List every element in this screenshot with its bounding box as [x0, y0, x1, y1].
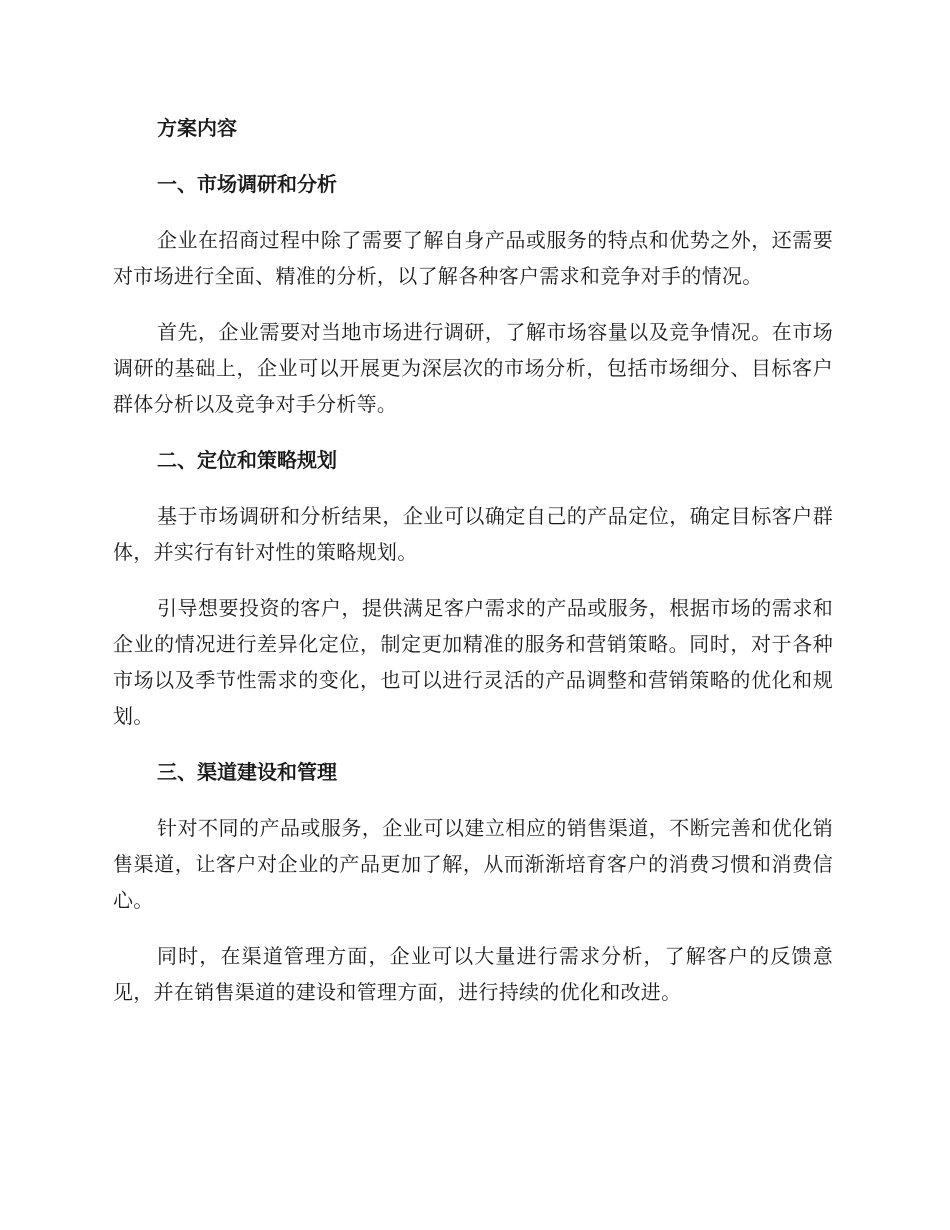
paragraph: 企业在招商过程中除了需要了解自身产品或服务的特点和优势之外，还需要对市场进行全面、精准的分析，以了解各种客户需求和竞争对手的情况。	[113, 228, 833, 288]
section-heading: 三、渠道建设和管理	[157, 760, 337, 784]
section-heading: 一、市场调研和分析	[157, 172, 337, 196]
paragraph: 基于市场调研和分析结果，企业可以确定自己的产品定位，确定目标客户群体，并实行有针对性的策略规划。	[113, 504, 833, 564]
section-market-research	[113, 166, 833, 422]
document-page	[113, 110, 833, 1030]
section-channel-management	[113, 754, 833, 1010]
paragraph: 针对不同的产品或服务，企业可以建立相应的销售渠道，不断完善和优化销售渠道，让客户对企业的产品更加了解，从而渐渐培育客户的消费习惯和消费信心。	[113, 816, 833, 912]
section-positioning-strategy	[113, 442, 833, 734]
paragraph: 引导想要投资的客户，提供满足客户需求的产品或服务，根据市场的需求和企业的情况进行差异化定位，制定更加精准的服务和营销策略。同时，对于各种市场以及季节性需求的变化，也可以进行灵活的产品调整和营销策略的优化和规划。	[113, 596, 833, 728]
paragraph: 首先，企业需要对当地市场进行调研，了解市场容量以及竞争情况。在市场调研的基础上，企业可以开展更为深层次的市场分析，包括市场细分、目标客户群体分析以及竞争对手分析等。	[113, 320, 833, 416]
document-title: 方案内容	[157, 116, 237, 140]
paragraph: 同时，在渠道管理方面，企业可以大量进行需求分析，了解客户的反馈意见，并在销售渠道的建设和管理方面，进行持续的优化和改进。	[113, 944, 833, 1004]
section-heading: 二、定位和策略规划	[157, 448, 337, 472]
